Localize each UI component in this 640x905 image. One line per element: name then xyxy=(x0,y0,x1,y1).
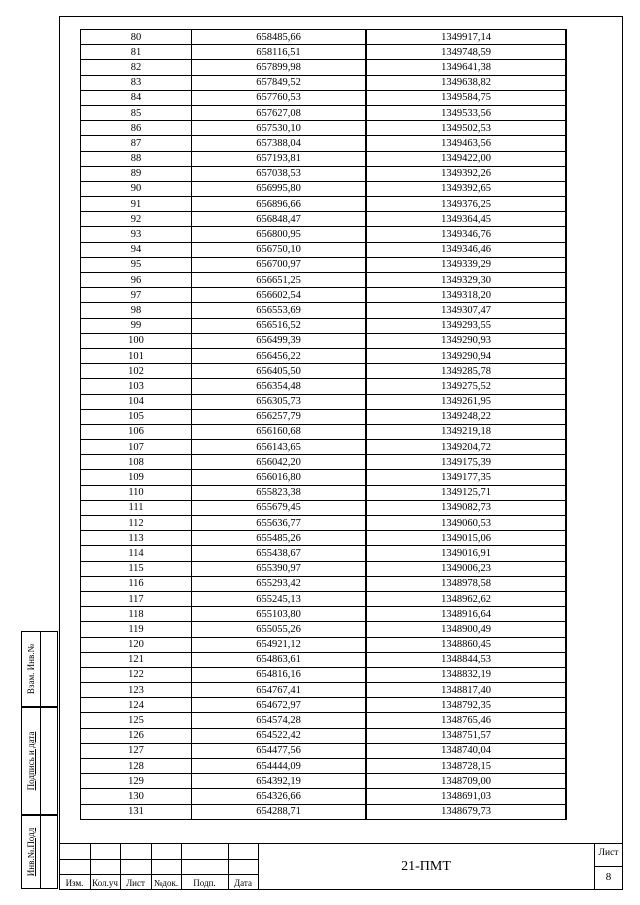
table-row xyxy=(81,637,567,652)
x-coordinate-cell: 656042,20 xyxy=(192,455,367,470)
table-row xyxy=(81,257,567,272)
table-row xyxy=(81,151,567,166)
point-number-cell: 126 xyxy=(81,728,192,743)
table-row xyxy=(81,728,567,743)
x-coordinate-cell: 657899,98 xyxy=(192,60,367,75)
x-coordinate-cell: 656016,80 xyxy=(192,470,367,485)
y-coordinate-cell: 1349177,35 xyxy=(366,470,566,485)
x-coordinate-cell: 656305,73 xyxy=(192,394,367,409)
table-row xyxy=(81,698,567,713)
y-coordinate-cell: 1349463,56 xyxy=(366,136,566,151)
title-block xyxy=(59,843,623,890)
x-coordinate-cell: 656750,10 xyxy=(192,242,367,257)
point-number-cell: 85 xyxy=(81,105,192,120)
point-number-cell: 87 xyxy=(81,136,192,151)
table-row xyxy=(81,364,567,379)
x-coordinate-cell: 655438,67 xyxy=(192,546,367,561)
point-number-cell: 110 xyxy=(81,485,192,500)
x-coordinate-cell: 657388,04 xyxy=(192,136,367,151)
point-number-cell: 96 xyxy=(81,273,192,288)
table-row xyxy=(81,90,567,105)
sheet-label: Лист xyxy=(598,848,619,858)
y-coordinate-cell: 1349748,59 xyxy=(366,45,566,60)
x-coordinate-cell: 656257,79 xyxy=(192,409,367,424)
x-coordinate-cell: 656456,22 xyxy=(192,348,367,363)
x-coordinate-cell: 657849,52 xyxy=(192,75,367,90)
point-number-cell: 86 xyxy=(81,121,192,136)
y-coordinate-cell: 1349285,78 xyxy=(366,364,566,379)
y-coordinate-cell: 1349364,45 xyxy=(366,212,566,227)
x-coordinate-cell: 655103,80 xyxy=(192,607,367,622)
x-coordinate-cell: 656896,66 xyxy=(192,197,367,212)
y-coordinate-cell: 1349307,47 xyxy=(366,303,566,318)
table-row xyxy=(81,607,567,622)
point-number-cell: 125 xyxy=(81,713,192,728)
table-row xyxy=(81,348,567,363)
y-coordinate-cell: 1348844,53 xyxy=(366,652,566,667)
point-number-cell: 114 xyxy=(81,546,192,561)
table-row xyxy=(81,470,567,485)
table-row xyxy=(81,75,567,90)
x-coordinate-cell: 654574,28 xyxy=(192,713,367,728)
x-coordinate-cell: 655055,26 xyxy=(192,622,367,637)
table-row xyxy=(81,45,567,60)
table-row xyxy=(81,333,567,348)
table-row xyxy=(81,288,567,303)
x-coordinate-cell: 656800,95 xyxy=(192,227,367,242)
y-coordinate-cell: 1349584,75 xyxy=(366,90,566,105)
point-number-cell: 106 xyxy=(81,424,192,439)
stamp-col-sheet: Лист xyxy=(126,878,145,888)
y-coordinate-cell: 1349082,73 xyxy=(366,500,566,515)
point-number-cell: 131 xyxy=(81,804,192,819)
table-row xyxy=(81,212,567,227)
document-designation: 21-ПМТ xyxy=(401,858,451,874)
y-coordinate-cell: 1349275,52 xyxy=(366,379,566,394)
y-coordinate-cell: 1349261,95 xyxy=(366,394,566,409)
y-coordinate-cell: 1348792,35 xyxy=(366,698,566,713)
table-row xyxy=(81,424,567,439)
x-coordinate-cell: 655636,77 xyxy=(192,516,367,531)
y-coordinate-cell: 1349502,53 xyxy=(366,121,566,136)
table-row xyxy=(81,485,567,500)
stamp-col-date: Дата xyxy=(234,878,252,888)
side-binding-strip xyxy=(21,631,58,889)
y-coordinate-cell: 1349016,91 xyxy=(366,546,566,561)
x-coordinate-cell: 654522,42 xyxy=(192,728,367,743)
x-coordinate-cell: 658116,51 xyxy=(192,45,367,60)
y-coordinate-cell: 1349290,93 xyxy=(366,333,566,348)
stamp-col-signature: Подп. xyxy=(193,878,216,888)
y-coordinate-cell: 1349376,25 xyxy=(366,197,566,212)
point-number-cell: 113 xyxy=(81,531,192,546)
point-number-cell: 118 xyxy=(81,607,192,622)
table-row xyxy=(81,121,567,136)
y-coordinate-cell: 1349175,39 xyxy=(366,455,566,470)
point-number-cell: 93 xyxy=(81,227,192,242)
x-coordinate-cell: 656602,54 xyxy=(192,288,367,303)
table-row xyxy=(81,789,567,804)
point-number-cell: 97 xyxy=(81,288,192,303)
y-coordinate-cell: 1348832,19 xyxy=(366,667,566,682)
y-coordinate-cell: 1349006,23 xyxy=(366,561,566,576)
point-number-cell: 127 xyxy=(81,743,192,758)
y-coordinate-cell: 1349219,18 xyxy=(366,424,566,439)
point-number-cell: 91 xyxy=(81,197,192,212)
point-number-cell: 103 xyxy=(81,379,192,394)
y-coordinate-cell: 1349392,26 xyxy=(366,166,566,181)
x-coordinate-cell: 655679,45 xyxy=(192,500,367,515)
x-coordinate-cell: 654326,66 xyxy=(192,789,367,804)
y-coordinate-cell: 1349060,53 xyxy=(366,516,566,531)
point-number-cell: 108 xyxy=(81,455,192,470)
y-coordinate-cell: 1348765,46 xyxy=(366,713,566,728)
y-coordinate-cell: 1349641,38 xyxy=(366,60,566,75)
x-coordinate-cell: 656405,50 xyxy=(192,364,367,379)
x-coordinate-cell: 656354,48 xyxy=(192,379,367,394)
point-number-cell: 121 xyxy=(81,652,192,667)
x-coordinate-cell: 656516,52 xyxy=(192,318,367,333)
point-number-cell: 90 xyxy=(81,181,192,196)
table-row xyxy=(81,455,567,470)
stamp-col-change: Изм. xyxy=(65,878,84,888)
side-cell-inv-orig xyxy=(21,815,58,889)
table-row xyxy=(81,197,567,212)
point-number-cell: 98 xyxy=(81,303,192,318)
x-coordinate-cell: 657760,53 xyxy=(192,90,367,105)
x-coordinate-cell: 656499,39 xyxy=(192,333,367,348)
y-coordinate-cell: 1348916,64 xyxy=(366,607,566,622)
table-row xyxy=(81,105,567,120)
y-coordinate-cell: 1349293,55 xyxy=(366,318,566,333)
side-label-signature-date: Подпись и дата xyxy=(26,731,36,791)
coordinates-table xyxy=(80,29,567,820)
point-number-cell: 94 xyxy=(81,242,192,257)
side-label-inv-orig: Инв.№.Подл xyxy=(26,827,36,877)
y-coordinate-cell: 1348860,45 xyxy=(366,637,566,652)
x-coordinate-cell: 658485,66 xyxy=(192,30,367,45)
table-row xyxy=(81,394,567,409)
point-number-cell: 115 xyxy=(81,561,192,576)
x-coordinate-cell: 655293,42 xyxy=(192,576,367,591)
point-number-cell: 119 xyxy=(81,622,192,637)
y-coordinate-cell: 1349917,14 xyxy=(366,30,566,45)
x-coordinate-cell: 654863,61 xyxy=(192,652,367,667)
y-coordinate-cell: 1348691,03 xyxy=(366,789,566,804)
y-coordinate-cell: 1349346,76 xyxy=(366,227,566,242)
point-number-cell: 117 xyxy=(81,591,192,606)
point-number-cell: 116 xyxy=(81,576,192,591)
point-number-cell: 89 xyxy=(81,166,192,181)
x-coordinate-cell: 654672,97 xyxy=(192,698,367,713)
point-number-cell: 129 xyxy=(81,774,192,789)
point-number-cell: 82 xyxy=(81,60,192,75)
table-row xyxy=(81,440,567,455)
x-coordinate-cell: 656160,68 xyxy=(192,424,367,439)
table-row xyxy=(81,181,567,196)
table-row xyxy=(81,273,567,288)
sheet-number: 8 xyxy=(605,871,612,883)
table-row xyxy=(81,622,567,637)
x-coordinate-cell: 655485,26 xyxy=(192,531,367,546)
table-row xyxy=(81,759,567,774)
point-number-cell: 122 xyxy=(81,667,192,682)
x-coordinate-cell: 657038,53 xyxy=(192,166,367,181)
x-coordinate-cell: 654767,41 xyxy=(192,683,367,698)
x-coordinate-cell: 655390,97 xyxy=(192,561,367,576)
y-coordinate-cell: 1349318,20 xyxy=(366,288,566,303)
table-row xyxy=(81,166,567,181)
table-row xyxy=(81,379,567,394)
y-coordinate-cell: 1348740,04 xyxy=(366,743,566,758)
point-number-cell: 112 xyxy=(81,516,192,531)
point-number-cell: 99 xyxy=(81,318,192,333)
point-number-cell: 81 xyxy=(81,45,192,60)
point-number-cell: 80 xyxy=(81,30,192,45)
side-cell-signature-date xyxy=(21,707,58,815)
x-coordinate-cell: 654816,16 xyxy=(192,667,367,682)
table-row xyxy=(81,60,567,75)
point-number-cell: 92 xyxy=(81,212,192,227)
x-coordinate-cell: 657193,81 xyxy=(192,151,367,166)
table-row xyxy=(81,30,567,45)
point-number-cell: 109 xyxy=(81,470,192,485)
side-label-replaced-inv: Взам. Инв.№ xyxy=(26,643,36,695)
x-coordinate-cell: 656651,25 xyxy=(192,273,367,288)
y-coordinate-cell: 1349125,71 xyxy=(366,485,566,500)
point-number-cell: 102 xyxy=(81,364,192,379)
y-coordinate-cell: 1348679,73 xyxy=(366,804,566,819)
x-coordinate-cell: 656848,47 xyxy=(192,212,367,227)
table-row xyxy=(81,227,567,242)
y-coordinate-cell: 1349329,30 xyxy=(366,273,566,288)
y-coordinate-cell: 1349204,72 xyxy=(366,440,566,455)
y-coordinate-cell: 1348709,00 xyxy=(366,774,566,789)
y-coordinate-cell: 1349248,22 xyxy=(366,409,566,424)
stamp-col-count: Кол.уч xyxy=(92,878,118,888)
point-number-cell: 104 xyxy=(81,394,192,409)
table-row xyxy=(81,136,567,151)
x-coordinate-cell: 656700,97 xyxy=(192,257,367,272)
x-coordinate-cell: 656995,80 xyxy=(192,181,367,196)
point-number-cell: 130 xyxy=(81,789,192,804)
x-coordinate-cell: 654444,09 xyxy=(192,759,367,774)
table-row xyxy=(81,500,567,515)
table-row xyxy=(81,591,567,606)
coordinates-table-body xyxy=(81,30,567,820)
point-number-cell: 120 xyxy=(81,637,192,652)
table-row xyxy=(81,318,567,333)
y-coordinate-cell: 1349638,82 xyxy=(366,75,566,90)
y-coordinate-cell: 1349422,00 xyxy=(366,151,566,166)
point-number-cell: 128 xyxy=(81,759,192,774)
y-coordinate-cell: 1348751,57 xyxy=(366,728,566,743)
table-row xyxy=(81,561,567,576)
x-coordinate-cell: 654921,12 xyxy=(192,637,367,652)
y-coordinate-cell: 1348978,58 xyxy=(366,576,566,591)
x-coordinate-cell: 656553,69 xyxy=(192,303,367,318)
point-number-cell: 111 xyxy=(81,500,192,515)
x-coordinate-cell: 655245,13 xyxy=(192,591,367,606)
y-coordinate-cell: 1349392,65 xyxy=(366,181,566,196)
table-row xyxy=(81,516,567,531)
x-coordinate-cell: 656143,65 xyxy=(192,440,367,455)
side-cell-replaced-inv xyxy=(21,631,58,707)
table-row xyxy=(81,303,567,318)
y-coordinate-cell: 1349533,56 xyxy=(366,105,566,120)
point-number-cell: 84 xyxy=(81,90,192,105)
table-row xyxy=(81,409,567,424)
point-number-cell: 124 xyxy=(81,698,192,713)
y-coordinate-cell: 1349339,29 xyxy=(366,257,566,272)
y-coordinate-cell: 1348962,62 xyxy=(366,591,566,606)
table-row xyxy=(81,804,567,819)
x-coordinate-cell: 654392,19 xyxy=(192,774,367,789)
y-coordinate-cell: 1349346,46 xyxy=(366,242,566,257)
table-row xyxy=(81,743,567,758)
stamp-col-doc-number: №док. xyxy=(153,878,179,888)
point-number-cell: 105 xyxy=(81,409,192,424)
table-row xyxy=(81,667,567,682)
y-coordinate-cell: 1348817,40 xyxy=(366,683,566,698)
y-coordinate-cell: 1348900,49 xyxy=(366,622,566,637)
table-row xyxy=(81,242,567,257)
y-coordinate-cell: 1348728,15 xyxy=(366,759,566,774)
x-coordinate-cell: 655823,38 xyxy=(192,485,367,500)
x-coordinate-cell: 654477,56 xyxy=(192,743,367,758)
table-row xyxy=(81,713,567,728)
point-number-cell: 100 xyxy=(81,333,192,348)
y-coordinate-cell: 1349290,94 xyxy=(366,348,566,363)
table-row xyxy=(81,774,567,789)
table-row xyxy=(81,652,567,667)
table-row xyxy=(81,683,567,698)
x-coordinate-cell: 654288,71 xyxy=(192,804,367,819)
point-number-cell: 83 xyxy=(81,75,192,90)
point-number-cell: 101 xyxy=(81,348,192,363)
x-coordinate-cell: 657530,10 xyxy=(192,121,367,136)
point-number-cell: 107 xyxy=(81,440,192,455)
point-number-cell: 95 xyxy=(81,257,192,272)
table-row xyxy=(81,531,567,546)
point-number-cell: 123 xyxy=(81,683,192,698)
x-coordinate-cell: 657627,08 xyxy=(192,105,367,120)
point-number-cell: 88 xyxy=(81,151,192,166)
table-row xyxy=(81,546,567,561)
y-coordinate-cell: 1349015,06 xyxy=(366,531,566,546)
table-row xyxy=(81,576,567,591)
